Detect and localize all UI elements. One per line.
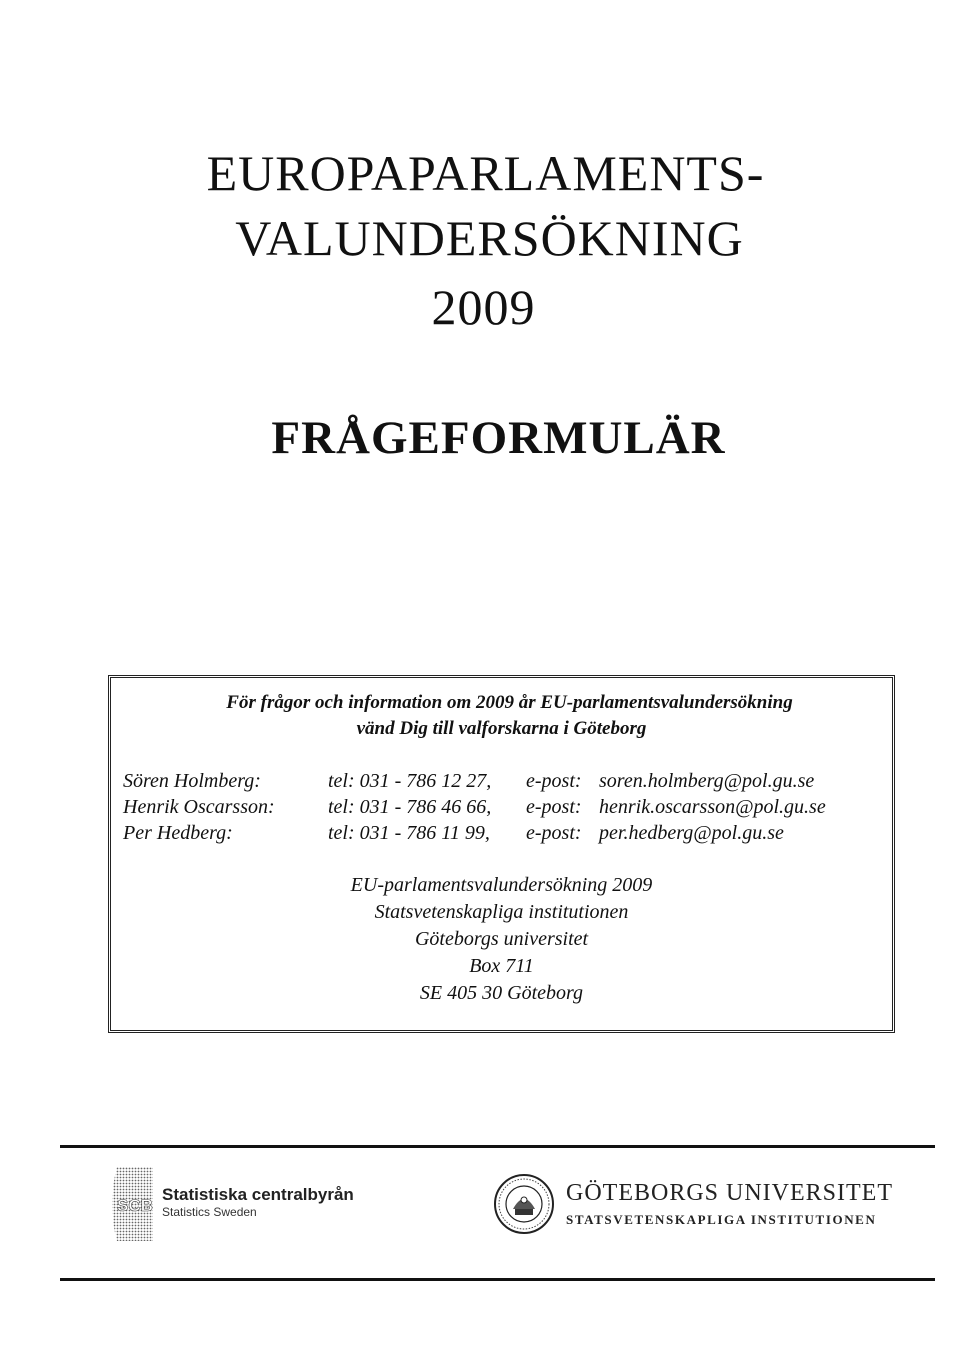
info-heading-line-2: vänd Dig till valforskarna i Göteborg <box>356 718 647 739</box>
info-heading-line-1: För frågor och information om 2009 år EU-parlamentsvalundersökning <box>226 692 793 713</box>
contact-email-label: e-post: <box>526 822 582 844</box>
form-title: FRÅGEFORMULÄR <box>271 412 726 464</box>
university-seal-icon <box>493 1173 555 1235</box>
contact-row <box>123 768 893 794</box>
title-line-1: EUROPAPARLAMENTS- <box>206 145 765 201</box>
contact-info-box <box>108 675 895 1033</box>
contact-phone: tel: 031 - 786 12 27, <box>328 770 492 792</box>
contact-email[interactable]: per.hedberg@pol.gu.se <box>599 822 784 844</box>
contact-name: Sören Holmberg: <box>123 770 261 792</box>
address-line: EU-parlamentsvalundersökning 2009 <box>350 874 653 896</box>
contact-phone: tel: 031 - 786 11 99, <box>328 822 490 844</box>
contact-email[interactable]: henrik.oscarsson@pol.gu.se <box>599 796 826 818</box>
contact-email-label: e-post: <box>526 770 582 792</box>
footer-top-rule <box>60 1145 935 1148</box>
contact-email-label: e-post: <box>526 796 582 818</box>
contact-name: Per Hedberg: <box>123 822 233 844</box>
scb-logo-icon <box>107 1167 153 1241</box>
scb-subtitle: Statistics Sweden <box>162 1205 257 1219</box>
contact-email[interactable]: soren.holmberg@pol.gu.se <box>599 770 815 792</box>
address-line: Box 711 <box>469 955 534 977</box>
footer-bottom-rule <box>60 1278 935 1281</box>
title-line-2: VALUNDERSÖKNING <box>235 210 744 266</box>
university-name: GÖTEBORGS UNIVERSITET <box>566 1180 893 1206</box>
title-year: 2009 <box>431 279 536 335</box>
address-line: Göteborgs universitet <box>414 928 589 950</box>
contact-row <box>123 820 893 846</box>
department-name: STATSVETENSKAPLIGA INSTITUTIONEN <box>566 1212 877 1227</box>
contact-row <box>123 794 893 820</box>
scb-name: Statistiska centralbyrån <box>162 1185 354 1204</box>
contact-phone: tel: 031 - 786 46 66, <box>328 796 492 818</box>
contact-name: Henrik Oscarsson: <box>123 796 275 818</box>
address-line: SE 405 30 Göteborg <box>419 982 584 1004</box>
address-line: Statsvetenskapliga institutionen <box>374 901 629 923</box>
scb-logo-text: SCB <box>117 1196 153 1215</box>
